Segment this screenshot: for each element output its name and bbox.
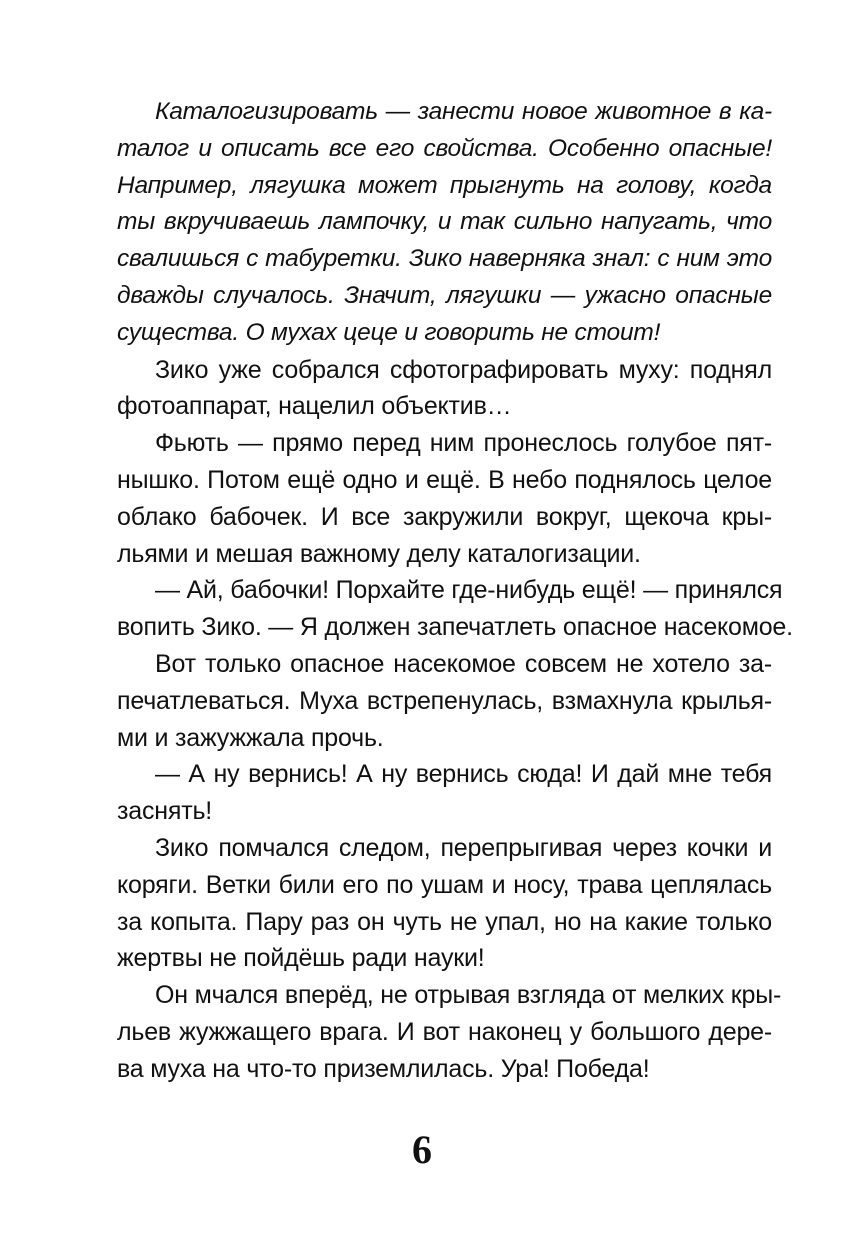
paragraph-dialogue bbox=[117, 572, 793, 646]
text-line: — А ну вернись! А ну вернись сюда! И дай мне тебя bbox=[155, 760, 772, 789]
page-number: 6 bbox=[412, 1127, 432, 1172]
text-line: жертвы не пойдёшь ради науки! bbox=[117, 944, 485, 973]
text-line: ва муха на что-то приземлилась. Ура! Победа! bbox=[117, 1054, 650, 1083]
text-line: ты вкручиваешь лампочку, и так сильно напугать, что bbox=[117, 208, 772, 236]
text-line: — Ай, бабочки! Порхайте где-нибудь ещё! — принялся bbox=[155, 576, 783, 605]
text-line: нышко. Потом ещё одно и ещё. В небо поднялось целое bbox=[117, 465, 772, 494]
text-line: существа. О мухах цеце и говорить не стоит! bbox=[117, 318, 661, 346]
text-line: Каталогизировать — занести новое животное в ка- bbox=[155, 98, 772, 125]
paragraph bbox=[117, 646, 772, 756]
text-line: льев жужжащего врага. И вот наконец у большого дере- bbox=[117, 1017, 772, 1046]
paragraph bbox=[117, 425, 772, 572]
paragraph bbox=[117, 352, 772, 426]
page-body bbox=[117, 94, 793, 1088]
text-line: Он мчался вперёд, не отрывая взгляда от мелких кры- bbox=[155, 981, 782, 1010]
text-line: вопить Зико. — Я должен запечатлеть опасное насекомое. bbox=[117, 613, 793, 642]
text-line: за копыта. Пару раз он чуть не упал, но на какие только bbox=[117, 907, 772, 936]
text-line: заснять! bbox=[117, 797, 213, 826]
text-line: облако бабочек. И все закружили вокруг, щекоча кры- bbox=[117, 502, 772, 531]
text-line: фотоаппарат, нацелил объектив… bbox=[117, 392, 512, 421]
text-line: дважды случалось. Значит, лягушки — ужасно опасные bbox=[117, 281, 772, 309]
paragraph-dialogue bbox=[117, 756, 772, 830]
paragraph bbox=[117, 830, 772, 977]
text-line: талог и описать все его свойства. Особенно опасные! bbox=[117, 134, 772, 162]
text-line: свалишься с табуретки. Зико наверняка знал: с ним это bbox=[117, 245, 772, 273]
text-line: Зико помчался следом, перепрыгивая через кочки и bbox=[155, 833, 772, 862]
paragraph-italic-definition bbox=[117, 94, 772, 352]
paragraph bbox=[117, 977, 782, 1087]
text-line: ми и зажужжала прочь. bbox=[117, 723, 384, 752]
text-line: льями и мешая важному делу каталогизации. bbox=[117, 539, 641, 568]
text-line: Вот только опасное насекомое совсем не хотело за- bbox=[155, 649, 772, 678]
text-line: коряги. Ветки били его по ушам и носу, трава цеплялась bbox=[117, 870, 772, 899]
text-line: печатлеваться. Муха встрепенулась, взмахнула крылья- bbox=[117, 686, 772, 715]
text-line: Фьють — прямо перед ним пронеслось голубое пят- bbox=[155, 429, 772, 458]
text-line: Зико уже собрался сфотографировать муху: поднял bbox=[155, 355, 772, 384]
text-line: Например, лягушка может прыгнуть на голову, когда bbox=[117, 171, 772, 199]
